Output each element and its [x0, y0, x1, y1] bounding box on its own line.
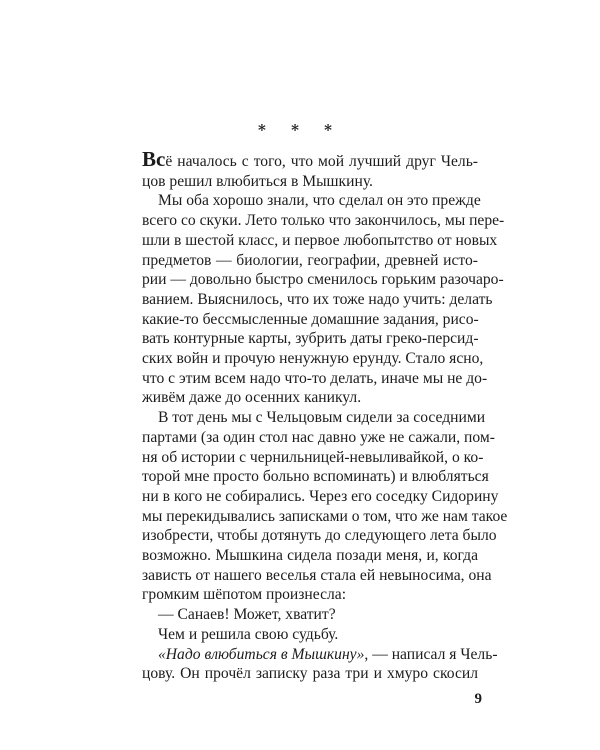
- page-number: 9: [474, 691, 482, 707]
- text-line: партами (за один стол нас давно уже не сажали, пом-: [142, 428, 495, 446]
- text-line: громким шёпотом произнесла:: [142, 586, 347, 604]
- text-line: В тот день мы с Чельцовым сидели за соседними: [158, 409, 486, 427]
- text-line-content: , — написал я Чель-: [364, 645, 498, 663]
- italic-note-quote: «Надо влюбиться в Мышкину»: [158, 645, 365, 663]
- text-line: какие-то бессмысленные домашние задания, рисо-: [142, 310, 479, 328]
- text-line: [142, 147, 478, 172]
- text-line: изобрести, чтобы дотянуть до следующего лета было: [142, 527, 497, 545]
- text-line: Чем и решила свою судьбу.: [158, 625, 339, 643]
- text-line: Мы оба хорошо знали, что сделал он это прежде: [158, 192, 481, 210]
- text-line: живём даже до осенних каникул.: [142, 389, 362, 407]
- drop-cap: Вс: [142, 147, 166, 171]
- text-line: возможно. Мышкина сидела позади меня, и, когда: [142, 547, 478, 565]
- section-break-ornament: * * *: [258, 121, 342, 139]
- dialogue-line: — Санаев! Может, хватит?: [158, 606, 336, 624]
- text-line: торой мне просто больно вспоминать) и влюбляться: [142, 468, 489, 486]
- body-text: [142, 147, 508, 684]
- text-line: ни в кого не собирались. Через его соседку Сидорину: [142, 487, 499, 505]
- text-line-content: ё началось с того, что мой лучший друг Чель-: [165, 153, 478, 170]
- text-line: цову. Он прочёл записку раза три и хмуро скосил: [142, 665, 478, 683]
- text-line: цов решил влюбиться в Мышкину.: [142, 172, 373, 190]
- text-line: ня об истории с чернильницей-невыливайкой, о ко-: [142, 448, 484, 466]
- text-line: [142, 645, 498, 665]
- text-line: что с этим всем надо что-то делать, иначе мы не до-: [142, 369, 488, 387]
- text-line: всего со скуки. Лето только что закончилось, мы пере-: [142, 212, 505, 230]
- text-line: предметов — биологии, географии, древней исто-: [142, 251, 478, 269]
- text-line: ванием. Выяснилось, что их тоже надо учить: делать: [142, 290, 493, 308]
- text-line: шли в шестой класс, и первое любопытство от новых: [142, 231, 498, 249]
- text-line: зависть от нашего веселья стала ей невыносима, она: [142, 566, 492, 584]
- text-line: вать контурные карты, зубрить даты греко-персид-: [142, 330, 479, 348]
- text-line: ских войн и прочую ненужную ерунду. Стало ясно,: [142, 350, 484, 368]
- text-line: мы перекидывались записками о том, что же нам такое: [142, 507, 508, 525]
- text-line: рии — довольно быстро сменилось горьким разочаро-: [142, 271, 504, 289]
